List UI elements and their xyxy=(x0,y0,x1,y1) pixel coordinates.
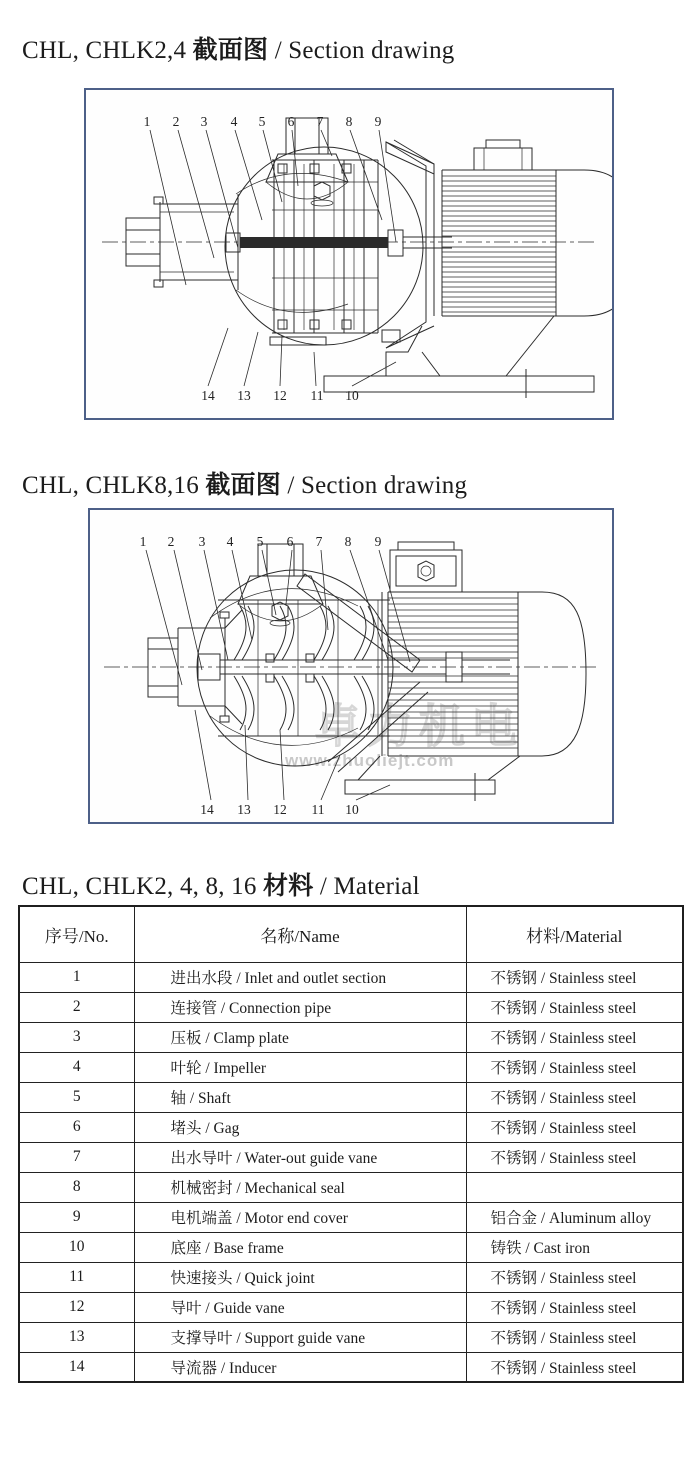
row-no: 8 xyxy=(19,1172,134,1202)
motor-end-shield xyxy=(556,170,612,316)
motor-end-shield xyxy=(518,592,586,756)
callout-14: 14 xyxy=(201,388,215,403)
callout-5: 5 xyxy=(256,534,264,549)
table-row xyxy=(19,962,683,992)
table-header-row xyxy=(19,906,683,962)
row-name: 叶轮 / Impeller xyxy=(134,1052,466,1082)
callout-13: 13 xyxy=(237,388,251,403)
callout-4: 4 xyxy=(226,534,234,549)
row-no: 5 xyxy=(19,1082,134,1112)
row-no: 2 xyxy=(19,992,134,1022)
callout-11: 11 xyxy=(311,802,325,817)
callout-12: 12 xyxy=(273,388,287,403)
row-no: 7 xyxy=(19,1142,134,1172)
callout-numbers-top xyxy=(144,114,382,129)
motor xyxy=(382,542,586,756)
section3-title-model: CHL, CHLK2, 4, 8, 16 xyxy=(22,873,264,900)
table-row xyxy=(19,1022,683,1052)
row-name: 连接管 / Connection pipe xyxy=(134,992,466,1022)
callout-numbers-bottom xyxy=(200,802,359,817)
callout-4: 4 xyxy=(230,114,238,129)
watermark xyxy=(284,700,523,770)
table-row xyxy=(19,1352,683,1382)
motor xyxy=(434,140,612,316)
row-no: 12 xyxy=(19,1292,134,1322)
table-row xyxy=(19,1172,683,1202)
row-material: 不锈钢 / Stainless steel xyxy=(466,1082,683,1112)
clamp-bolt xyxy=(272,602,288,620)
row-no: 9 xyxy=(19,1202,134,1232)
header-no: 序号/No. xyxy=(19,906,134,962)
watermark-url: www.zhuoliejt.com xyxy=(285,751,455,770)
section3-title-cn: 材料 xyxy=(263,873,314,900)
row-no: 11 xyxy=(19,1262,134,1292)
discharge-port xyxy=(238,544,323,626)
row-material: 铸铁 / Cast iron xyxy=(466,1232,683,1262)
section1-title xyxy=(22,30,454,66)
row-no: 6 xyxy=(19,1112,134,1142)
section2-title-cn: 截面图 xyxy=(205,472,281,499)
callout-14: 14 xyxy=(200,802,214,817)
callout-1: 1 xyxy=(139,534,147,549)
section2-title-en: / Section drawing xyxy=(280,472,468,499)
callout-10: 10 xyxy=(345,388,359,403)
row-material xyxy=(466,1172,683,1202)
callout-8: 8 xyxy=(344,534,352,549)
row-material: 不锈钢 / Stainless steel xyxy=(466,1052,683,1082)
callout-6: 6 xyxy=(286,534,294,549)
callout-9: 9 xyxy=(374,534,382,549)
row-material: 不锈钢 / Stainless steel xyxy=(466,1022,683,1052)
row-no: 3 xyxy=(19,1022,134,1052)
row-material: 不锈钢 / Stainless steel xyxy=(466,1112,683,1142)
callout-9: 9 xyxy=(374,114,382,129)
callout-6: 6 xyxy=(287,114,295,129)
table-row xyxy=(19,1052,683,1082)
row-name: 支撑导叶 / Support guide vane xyxy=(134,1322,466,1352)
section3-title-en: / Material xyxy=(313,873,420,900)
row-material: 不锈钢 / Stainless steel xyxy=(466,1142,683,1172)
callout-7: 7 xyxy=(315,534,323,549)
impeller-stack xyxy=(270,160,378,345)
table-row xyxy=(19,1202,683,1232)
row-name: 导叶 / Guide vane xyxy=(134,1292,466,1322)
row-name: 出水导叶 / Water-out guide vane xyxy=(134,1142,466,1172)
callout-2: 2 xyxy=(167,534,175,549)
section1-title-model: CHL, CHLK2,4 xyxy=(22,37,193,64)
table-row xyxy=(19,1112,683,1142)
section-drawing-2 xyxy=(90,510,612,822)
callout-13: 13 xyxy=(237,802,251,817)
callout-8: 8 xyxy=(345,114,353,129)
row-name: 堵头 / Gag xyxy=(134,1112,466,1142)
row-no: 13 xyxy=(19,1322,134,1352)
table-row xyxy=(19,1232,683,1262)
callout-11: 11 xyxy=(310,388,324,403)
terminal-box-nut xyxy=(418,561,434,581)
motor-terminal-box xyxy=(390,542,462,592)
row-no: 1 xyxy=(19,962,134,992)
header-name: 名称/Name xyxy=(134,906,466,962)
row-name: 导流器 / Inducer xyxy=(134,1352,466,1382)
callout-7: 7 xyxy=(316,114,324,129)
section-drawing-1-frame xyxy=(84,88,614,420)
callout-numbers-top xyxy=(140,534,382,549)
callout-2: 2 xyxy=(172,114,180,129)
row-no: 14 xyxy=(19,1352,134,1382)
callout-numbers-bottom xyxy=(201,388,359,403)
section1-title-cn: 截面图 xyxy=(192,37,269,64)
pump-shaft xyxy=(226,230,452,256)
section2-title-model: CHL, CHLK8,16 xyxy=(22,472,206,499)
callout-12: 12 xyxy=(273,802,287,817)
callout-5: 5 xyxy=(258,114,266,129)
row-name: 机械密封 / Mechanical seal xyxy=(134,1172,466,1202)
table-row xyxy=(19,1082,683,1112)
table-row xyxy=(19,1262,683,1292)
table-row xyxy=(19,1142,683,1172)
section1-title-en: / Section drawing xyxy=(268,37,455,64)
table-row xyxy=(19,992,683,1022)
row-no: 4 xyxy=(19,1052,134,1082)
row-material: 不锈钢 / Stainless steel xyxy=(466,962,683,992)
row-name: 底座 / Base frame xyxy=(134,1232,466,1262)
motor-cooling-fins xyxy=(442,176,556,312)
callout-1: 1 xyxy=(143,114,151,129)
section2-title xyxy=(22,465,467,501)
row-material: 铝合金 / Aluminum alloy xyxy=(466,1202,683,1232)
section-drawing-2-frame xyxy=(88,508,614,824)
callout-10: 10 xyxy=(345,802,359,817)
header-material: 材料/Material xyxy=(466,906,683,962)
row-no: 10 xyxy=(19,1232,134,1262)
row-material: 不锈钢 / Stainless steel xyxy=(466,1262,683,1292)
section3-title xyxy=(22,866,420,902)
table-row xyxy=(19,1322,683,1352)
row-material: 不锈钢 / Stainless steel xyxy=(466,1322,683,1352)
row-material: 不锈钢 / Stainless steel xyxy=(466,1352,683,1382)
row-name: 快速接头 / Quick joint xyxy=(134,1262,466,1292)
materials-table xyxy=(18,905,684,1383)
row-material: 不锈钢 / Stainless steel xyxy=(466,1292,683,1322)
row-name: 压板 / Clamp plate xyxy=(134,1022,466,1052)
row-name: 轴 / Shaft xyxy=(134,1082,466,1112)
watermark-logo: 卓力机电 xyxy=(315,700,523,752)
callout-leaders xyxy=(150,130,396,386)
row-name: 进出水段 / Inlet and outlet section xyxy=(134,962,466,992)
row-material: 不锈钢 / Stainless steel xyxy=(466,992,683,1022)
section-drawing-1 xyxy=(86,90,612,418)
row-name: 电机端盖 / Motor end cover xyxy=(134,1202,466,1232)
callout-3: 3 xyxy=(198,534,206,549)
table-row xyxy=(19,1292,683,1322)
callout-3: 3 xyxy=(200,114,208,129)
motor-bracket xyxy=(382,140,434,348)
motor-terminal-box xyxy=(474,140,532,170)
